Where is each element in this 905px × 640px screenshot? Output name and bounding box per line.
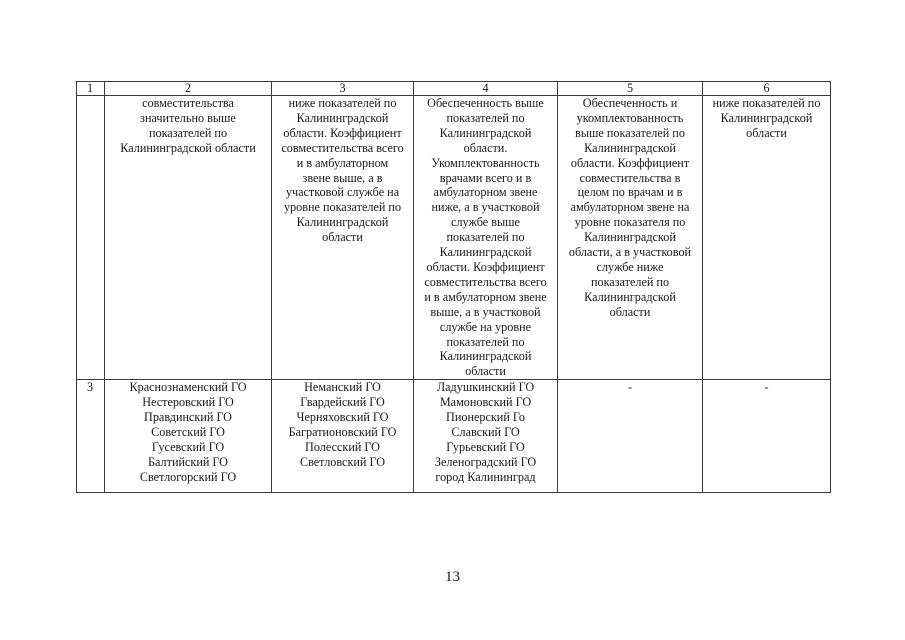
table-cell-col4: Обеспеченность выше показателей по Калининградской области. Укомплектованность врачами всего и в амбулаторном звене ниже, а в участковой службе выше показателей по Калининградской области. Коэффициент совместительства всего и в амбулаторном звене выше, а в участковой службе на уровне показателей по Калининградской области [414, 96, 558, 380]
column-number-5: 5 [558, 82, 703, 96]
table-cell-col6: - [703, 380, 831, 493]
table-cell-col3: Неманский ГО Гвардейский ГО Черняховский ГО Багратионовский ГО Полесский ГО Светловский ГО [272, 380, 414, 493]
document-table [76, 81, 831, 493]
table-cell-col3: ниже показателей по Калининградской области. Коэффициент совместительства всего и в амбулаторном звене выше, а в участковой службе на уровне показателей по Калининградской области [272, 96, 414, 380]
row-number-cell [77, 96, 105, 380]
page-number: 13 [445, 569, 460, 585]
column-number-6: 6 [703, 82, 831, 96]
column-number-3: 3 [272, 82, 414, 96]
table-cell-col4: Ладушкинский ГО Мамоновский ГО Пионерский Го Славский ГО Гурьевский ГО Зеленоградский ГО город Калининград [414, 380, 558, 493]
table-cell-col5: - [558, 380, 703, 493]
column-number-4: 4 [414, 82, 558, 96]
table-cell-col2: совместительства значительно выше показателей по Калининградской области [105, 96, 272, 380]
table-cell-col2: Краснознаменский ГО Нестеровский ГО Правдинский ГО Советский ГО Гусевский ГО Балтийский ГО Светлогорский ГО [105, 380, 272, 493]
table-row [77, 380, 831, 493]
table-header-row [77, 82, 831, 96]
column-number-2: 2 [105, 82, 272, 96]
column-number-1: 1 [77, 82, 105, 96]
table-cell-col5: Обеспеченность и укомплектованность выше показателей по Калининградской области. Коэффициент совместительства в целом по врачам и в амбулаторном звене на уровне показателя по Калининградской области, а в участковой службе ниже показателей по Калининградской области [558, 96, 703, 380]
table-row [77, 96, 831, 380]
table-cell-col6: ниже показателей по Калининградской области [703, 96, 831, 380]
row-number-cell: 3 [77, 380, 105, 493]
